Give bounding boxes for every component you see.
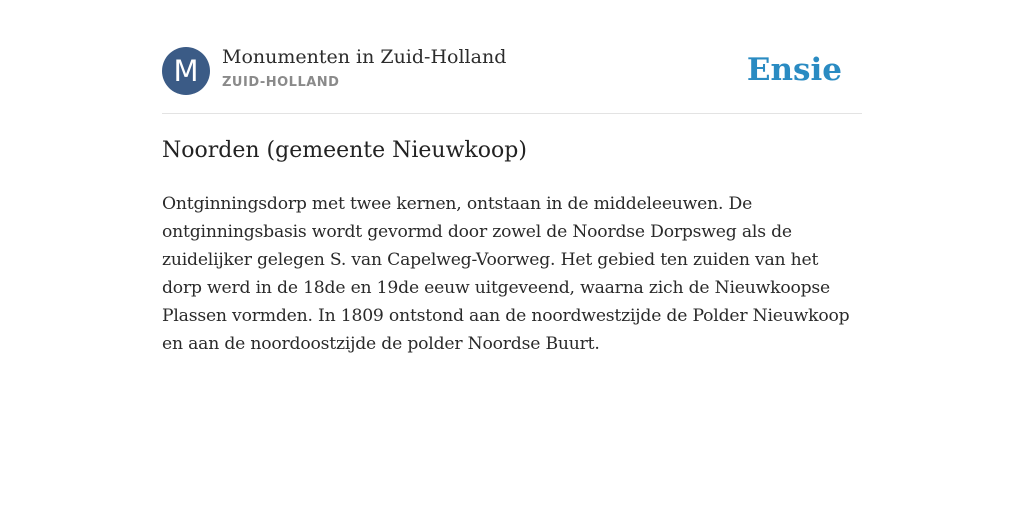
site-title[interactable]: Monumenten in Zuid-Holland (222, 46, 507, 68)
article-title: Noorden (gemeente Nieuwkoop) (162, 138, 527, 163)
article-body: Ontginningsdorp met twee kernen, ontstaan in de middeleeuwen. De ontginningsbasis wordt gevormd door zowel de Noordse Dorpsweg als de zuidelijker gelegen S. van Capelweg-Voorweg. Het gebied ten zuiden van het dorp werd in de 18de en 19de eeuw uitgeveend, waarna zich de Nieuwkoopse Plassen vormden. In 1809 ontstond aan de noordwestzijde de Polder Nieuwkoop en aan de noordoostzijde de polder Noordse Buurt. (162, 194, 850, 354)
site-subtitle: ZUID-HOLLAND (222, 75, 340, 90)
card-header (162, 46, 862, 96)
brand-logo[interactable]: Ensie (746, 52, 842, 88)
divider (162, 113, 862, 114)
definition-card (162, 0, 862, 512)
avatar[interactable]: M (162, 47, 210, 95)
